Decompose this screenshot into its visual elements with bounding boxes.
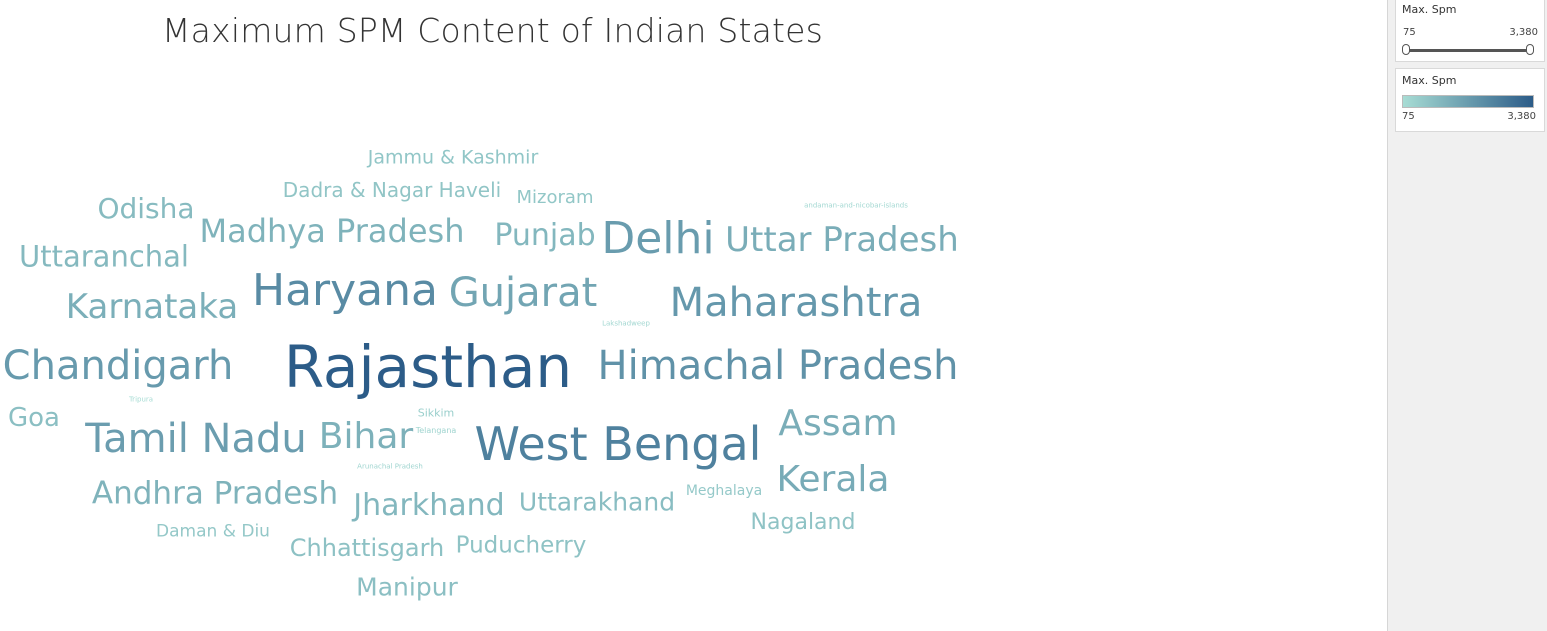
- range-slider-track[interactable]: [1407, 49, 1527, 52]
- word-gujarat[interactable]: Gujarat: [448, 270, 598, 316]
- word-telangana[interactable]: Telangana: [415, 426, 457, 435]
- word-jammu-kashmir[interactable]: Jammu & Kashmir: [367, 146, 539, 169]
- word-rajasthan[interactable]: Rajasthan: [283, 333, 573, 401]
- max-spm-filter: [1395, 0, 1545, 62]
- word-bihar[interactable]: Bihar: [318, 416, 414, 457]
- word-maharashtra[interactable]: Maharashtra: [669, 280, 923, 326]
- legend-max-value: 3,380: [1507, 111, 1536, 122]
- word-madhya-pradesh[interactable]: Madhya Pradesh: [199, 212, 465, 250]
- word-delhi[interactable]: Delhi: [601, 213, 715, 264]
- word-kerala[interactable]: Kerala: [776, 459, 890, 500]
- legend-title: Max. Spm: [1402, 74, 1457, 87]
- word-jharkhand[interactable]: Jharkhand: [353, 488, 505, 523]
- word-west-bengal[interactable]: West Bengal: [474, 417, 762, 471]
- word-uttar-pradesh[interactable]: Uttar Pradesh: [725, 220, 959, 260]
- word-lakshadweep[interactable]: Lakshadweep: [602, 319, 650, 328]
- color-gradient-bar: [1402, 95, 1534, 108]
- word-tripura[interactable]: Tripura: [128, 395, 154, 404]
- word-chhattisgarh[interactable]: Chhattisgarh: [289, 534, 445, 562]
- word-goa[interactable]: Goa: [8, 403, 60, 433]
- range-slider-max-handle[interactable]: [1526, 44, 1534, 55]
- word-assam[interactable]: Assam: [778, 403, 898, 444]
- color-legend: [1395, 68, 1545, 132]
- word-daman-diu[interactable]: Daman & Diu: [156, 521, 270, 542]
- word-uttarakhand[interactable]: Uttarakhand: [518, 487, 676, 517]
- word-sikkim[interactable]: Sikkim: [417, 406, 455, 420]
- filter-min-value: 75: [1403, 27, 1416, 38]
- word-nagaland[interactable]: Nagaland: [750, 510, 856, 535]
- word-puducherry[interactable]: Puducherry: [455, 532, 587, 559]
- word-mizoram[interactable]: Mizoram: [516, 187, 594, 208]
- chart-title: Maximum SPM Content of Indian States: [162, 11, 824, 50]
- word-odisha[interactable]: Odisha: [97, 192, 195, 225]
- side-panel: [1387, 0, 1547, 631]
- word-karnataka[interactable]: Karnataka: [65, 287, 239, 327]
- filter-max-value: 3,380: [1509, 27, 1538, 38]
- word-himachal-pradesh[interactable]: Himachal Pradesh: [597, 343, 959, 389]
- filter-title: Max. Spm: [1402, 3, 1457, 16]
- range-slider-min-handle[interactable]: [1402, 44, 1410, 55]
- word-tamil-nadu[interactable]: Tamil Nadu: [85, 416, 307, 462]
- word-meghalaya[interactable]: Meghalaya: [685, 483, 763, 499]
- word-chandigarh[interactable]: Chandigarh: [2, 343, 234, 389]
- word-haryana[interactable]: Haryana: [252, 265, 438, 316]
- legend-min-value: 75: [1402, 111, 1415, 122]
- word-manipur[interactable]: Manipur: [356, 572, 458, 602]
- word-uttaranchal[interactable]: Uttaranchal: [19, 239, 189, 274]
- word-dadra-nagar-haveli[interactable]: Dadra & Nagar Haveli: [282, 178, 502, 202]
- word-andhra-pradesh[interactable]: Andhra Pradesh: [91, 475, 339, 512]
- word-arunachal-pradesh[interactable]: Arunachal Pradesh: [357, 462, 423, 471]
- word-punjab[interactable]: Punjab: [494, 218, 596, 253]
- word-andaman-and-nicobar-islands[interactable]: andaman-and-nicobar-islands: [804, 201, 908, 210]
